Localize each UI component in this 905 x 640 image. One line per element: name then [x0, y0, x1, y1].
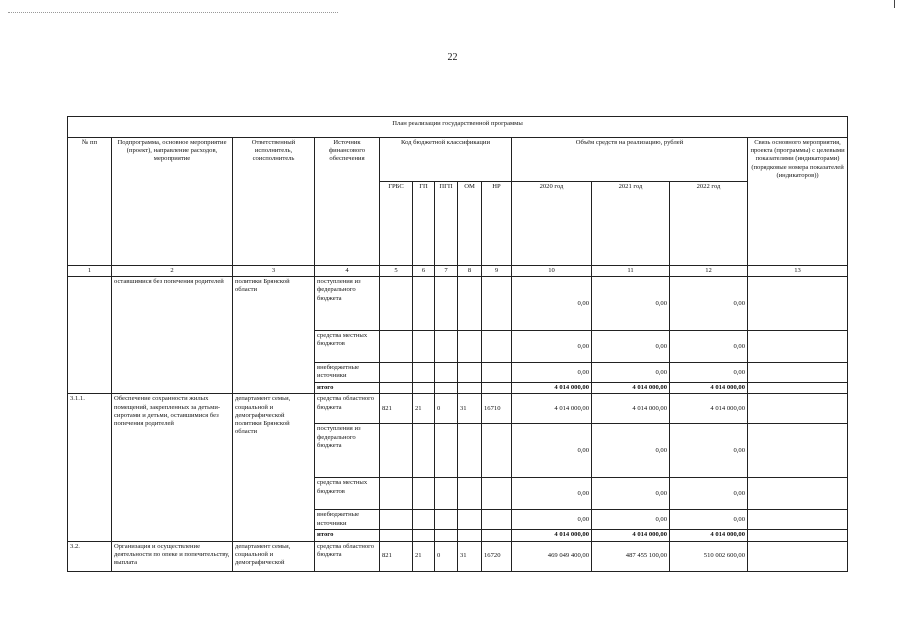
- value-2020: 0,00: [512, 424, 592, 478]
- row-subprogram: оставшимися без попечения родителей: [112, 277, 233, 394]
- header-2022: 2022 год: [670, 182, 748, 266]
- table-title-row: [68, 117, 848, 138]
- value-2020: 469 049 400,00: [512, 541, 592, 571]
- value-2020: 0,00: [512, 510, 592, 530]
- value-2020: 4 014 000,00: [512, 394, 592, 424]
- code-om: 31: [458, 394, 482, 424]
- header-gp: ГП: [413, 182, 435, 266]
- value-2021: 487 455 100,00: [592, 541, 670, 571]
- column-number: 3: [233, 266, 315, 277]
- value-2021: 0,00: [592, 510, 670, 530]
- row-source: внебюджетные источники: [315, 510, 380, 530]
- header-subprogram: Подпрограмма, основное мероприятие (проект), направление расходов, мероприятие: [112, 138, 233, 266]
- column-number: 7: [435, 266, 458, 277]
- row-responsible: департамент семьи, социальной и демографической: [233, 541, 315, 571]
- value-2022: 0,00: [670, 478, 748, 510]
- column-number: 11: [592, 266, 670, 277]
- value-2021: 0,00: [592, 331, 670, 363]
- value-2022: 510 002 600,00: [670, 541, 748, 571]
- total-2021: 4 014 000,00: [592, 530, 670, 541]
- table-row: [68, 277, 848, 331]
- value-2022: 0,00: [670, 510, 748, 530]
- code-nr: 16720: [482, 541, 512, 571]
- code-grbs: 821: [380, 541, 413, 571]
- code-nr: 16710: [482, 394, 512, 424]
- code-grbs: 821: [380, 394, 413, 424]
- column-number: 1: [68, 266, 112, 277]
- code-om: 31: [458, 541, 482, 571]
- value-2022: 4 014 000,00: [670, 394, 748, 424]
- total-2022: 4 014 000,00: [670, 530, 748, 541]
- scan-edge-mark: [894, 0, 895, 8]
- column-number: 5: [380, 266, 413, 277]
- table-row: [68, 394, 848, 424]
- column-number: 8: [458, 266, 482, 277]
- column-number: 12: [670, 266, 748, 277]
- row-subprogram: Обеспечение сохранности жилых помещений, закрепленных за детьми-сиротами и детьми, оставшимися без попечения родителей: [112, 394, 233, 541]
- header-link: Связь основного мероприятия, проекта (программы) с целевыми показателями (индикаторами) (порядковые номера показателей (индикаторов)): [748, 138, 848, 266]
- table-title: План реализации государственной программы: [68, 117, 848, 138]
- value-2021: 0,00: [592, 424, 670, 478]
- header-2021: 2021 год: [592, 182, 670, 266]
- code-gp: 21: [413, 394, 435, 424]
- column-numbers-row: [68, 266, 848, 277]
- value-2020: 0,00: [512, 478, 592, 510]
- column-number: 2: [112, 266, 233, 277]
- row-num: 3.1.1.: [68, 394, 112, 541]
- row-source: средства местных бюджетов: [315, 478, 380, 510]
- column-number: 6: [413, 266, 435, 277]
- header-source: Источник финансового обеспечения: [315, 138, 380, 266]
- row-responsible: политики Брянской области: [233, 277, 315, 394]
- total-2022: 4 014 000,00: [670, 383, 748, 394]
- value-2022: 0,00: [670, 277, 748, 331]
- value-2020: 0,00: [512, 331, 592, 363]
- row-source: поступления из федерального бюджета: [315, 277, 380, 331]
- header-row: [68, 138, 848, 182]
- row-source: средства областного бюджета: [315, 541, 380, 571]
- column-number: 10: [512, 266, 592, 277]
- row-source: итого: [315, 530, 380, 541]
- value-2021: 0,00: [592, 277, 670, 331]
- code-gp: 21: [413, 541, 435, 571]
- code-pgp: 0: [435, 394, 458, 424]
- header-2020: 2020 год: [512, 182, 592, 266]
- header-om: ОМ: [458, 182, 482, 266]
- row-source: поступления из федерального бюджета: [315, 424, 380, 478]
- column-number: 13: [748, 266, 848, 277]
- program-plan-table: [67, 116, 848, 572]
- column-number: 9: [482, 266, 512, 277]
- row-responsible: департамент семьи, социальной и демографической политики Брянской области: [233, 394, 315, 541]
- header-budget-code: Код бюджетной классификации: [380, 138, 512, 182]
- value-2021: 0,00: [592, 478, 670, 510]
- row-source: средства местных бюджетов: [315, 331, 380, 363]
- scan-artifact-line: [8, 12, 338, 13]
- page-number: 22: [447, 52, 458, 63]
- row-source: итого: [315, 383, 380, 394]
- header-responsible: Ответственный исполнитель, соисполнитель: [233, 138, 315, 266]
- value-2022: 0,00: [670, 363, 748, 383]
- column-number: 4: [315, 266, 380, 277]
- total-2020: 4 014 000,00: [512, 530, 592, 541]
- value-2020: 0,00: [512, 363, 592, 383]
- row-subprogram: Организация и осуществление деятельности по опеке и попечительству, выплата: [112, 541, 233, 571]
- code-pgp: 0: [435, 541, 458, 571]
- value-2021: 0,00: [592, 363, 670, 383]
- value-2022: 0,00: [670, 424, 748, 478]
- header-nr: НР: [482, 182, 512, 266]
- table-row: [68, 541, 848, 571]
- header-num: № пп: [68, 138, 112, 266]
- header-pgp: ПГП: [435, 182, 458, 266]
- value-2021: 4 014 000,00: [592, 394, 670, 424]
- header-grbs: ГРБС: [380, 182, 413, 266]
- row-source: средства областного бюджета: [315, 394, 380, 424]
- total-2021: 4 014 000,00: [592, 383, 670, 394]
- value-2020: 0,00: [512, 277, 592, 331]
- row-num: [68, 277, 112, 394]
- row-num: 3.2.: [68, 541, 112, 571]
- header-volume: Объём средств на реализацию, рублей: [512, 138, 748, 182]
- total-2020: 4 014 000,00: [512, 383, 592, 394]
- value-2022: 0,00: [670, 331, 748, 363]
- row-source: внебюджетные источники: [315, 363, 380, 383]
